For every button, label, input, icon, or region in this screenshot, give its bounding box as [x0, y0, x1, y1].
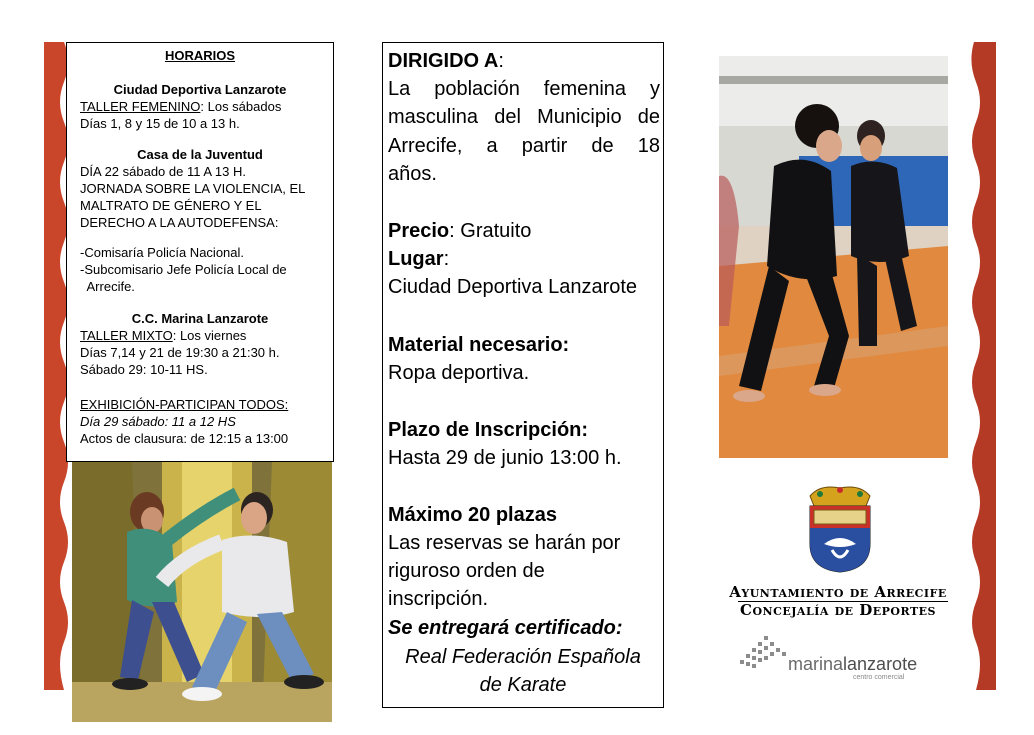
decorative-band-right: [964, 42, 996, 690]
juventud-date: DÍA 22 sábado de 11 A 13 H.: [80, 164, 246, 179]
reservas-line-2: riguroso orden de: [388, 560, 545, 582]
dirigido-heading: [388, 49, 504, 73]
schedule-title: HORARIOS: [164, 48, 236, 63]
taller-femenino-rest: : Los sábados: [200, 99, 282, 114]
speaker-policia-local: -Subcomisario Jefe Policía Local de: [80, 262, 287, 277]
max-plazas-label: Máximo 20 plazas: [388, 504, 557, 526]
material-label: Material necesario:: [388, 334, 570, 356]
material-value: Ropa deportiva.: [388, 362, 530, 384]
self-defense-photo: [72, 462, 332, 722]
precio-label: Precio: [388, 220, 450, 242]
federacion-line-2: de Karate: [479, 674, 567, 696]
info-box: [382, 42, 664, 708]
closing-acts: Actos de clausura: de 12:15 a 13:00: [80, 431, 289, 446]
taller-femenino-line: [80, 99, 281, 116]
venue-ciudad-deportiva: Ciudad Deportiva Lanzarote: [113, 82, 287, 97]
reservas-line-1: Las reservas se harán por: [388, 532, 621, 554]
lugar-colon: :: [443, 248, 450, 270]
plazo-label: Plazo de Inscripción:: [388, 419, 589, 441]
dirigido-line-1: La población femenina y: [388, 78, 660, 100]
training-photo: [719, 56, 948, 458]
taller-mixto-days: Días 7,14 y 21 de 19:30 a 21:30 h.: [80, 345, 280, 360]
dirigido-label: DIRIGIDO A: [388, 50, 499, 72]
taller-mixto-rest: : Los viernes: [172, 328, 247, 343]
reservas-line-3: inscripción.: [388, 588, 489, 610]
lugar-value: Ciudad Deportiva Lanzarote: [388, 276, 638, 298]
schedule-box: [66, 42, 334, 462]
venue-casa-juventud: Casa de la Juventud: [137, 147, 263, 162]
federacion-line-1: Real Federación Española: [405, 646, 641, 668]
certificado-label: Se entregará certificado:: [388, 617, 623, 639]
speaker-policia-nacional: -Comisaría Policía Nacional.: [80, 245, 245, 260]
venue-marina-lanzarote: C.C. Marina Lanzarote: [131, 311, 269, 326]
dirigido-colon: :: [498, 50, 504, 72]
exhibition-label: EXHIBICIÓN-PARTICIPAN TODOS:: [80, 397, 289, 412]
concejalia-name: Concejalía de Deportes: [740, 601, 936, 619]
speaker-arrecife: Arrecife.: [80, 279, 135, 294]
mall-name-a: marina: [788, 654, 844, 674]
ayuntamiento-name: Ayuntamiento de Arrecife: [729, 583, 947, 601]
precio-line: [388, 219, 531, 243]
mall-name-b: lanzarote: [843, 654, 918, 674]
centro-comercial-label: centro comercial: [853, 674, 905, 681]
dirigido-line-3: Arrecife, a partir de 18: [388, 135, 660, 157]
dirigido-line-2: masculina del Municipio de: [388, 106, 660, 128]
precio-value: : Gratuito: [449, 220, 532, 242]
jornada-line-2: MALTRATO DE GÉNERO Y EL: [80, 198, 262, 213]
taller-mixto-saturday: Sábado 29: 10-11 HS.: [80, 362, 208, 377]
taller-mixto-label: TALLER MIXTO: [80, 328, 173, 343]
marina-lanzarote-name: [788, 654, 917, 675]
taller-femenino-label: TALLER FEMENINO: [80, 99, 201, 114]
arrecife-crest-icon: [800, 484, 880, 574]
exhibition-day: Día 29 sábado: 11 a 12 HS: [80, 414, 236, 429]
taller-mixto-line: [80, 328, 246, 345]
plazo-value: Hasta 29 de junio 13:00 h.: [388, 447, 622, 469]
marina-lanzarote-logo-icon: [738, 634, 790, 674]
jornada-line-1: JORNADA SOBRE LA VIOLENCIA, EL: [80, 181, 306, 196]
dirigido-line-4: años.: [388, 163, 437, 185]
taller-femenino-days: Días 1, 8 y 15 de 10 a 13 h.: [80, 116, 240, 131]
lugar-label: Lugar: [388, 248, 444, 270]
lugar-line: [388, 247, 449, 271]
jornada-line-3: DERECHO A LA AUTODEFENSA:: [80, 215, 279, 230]
